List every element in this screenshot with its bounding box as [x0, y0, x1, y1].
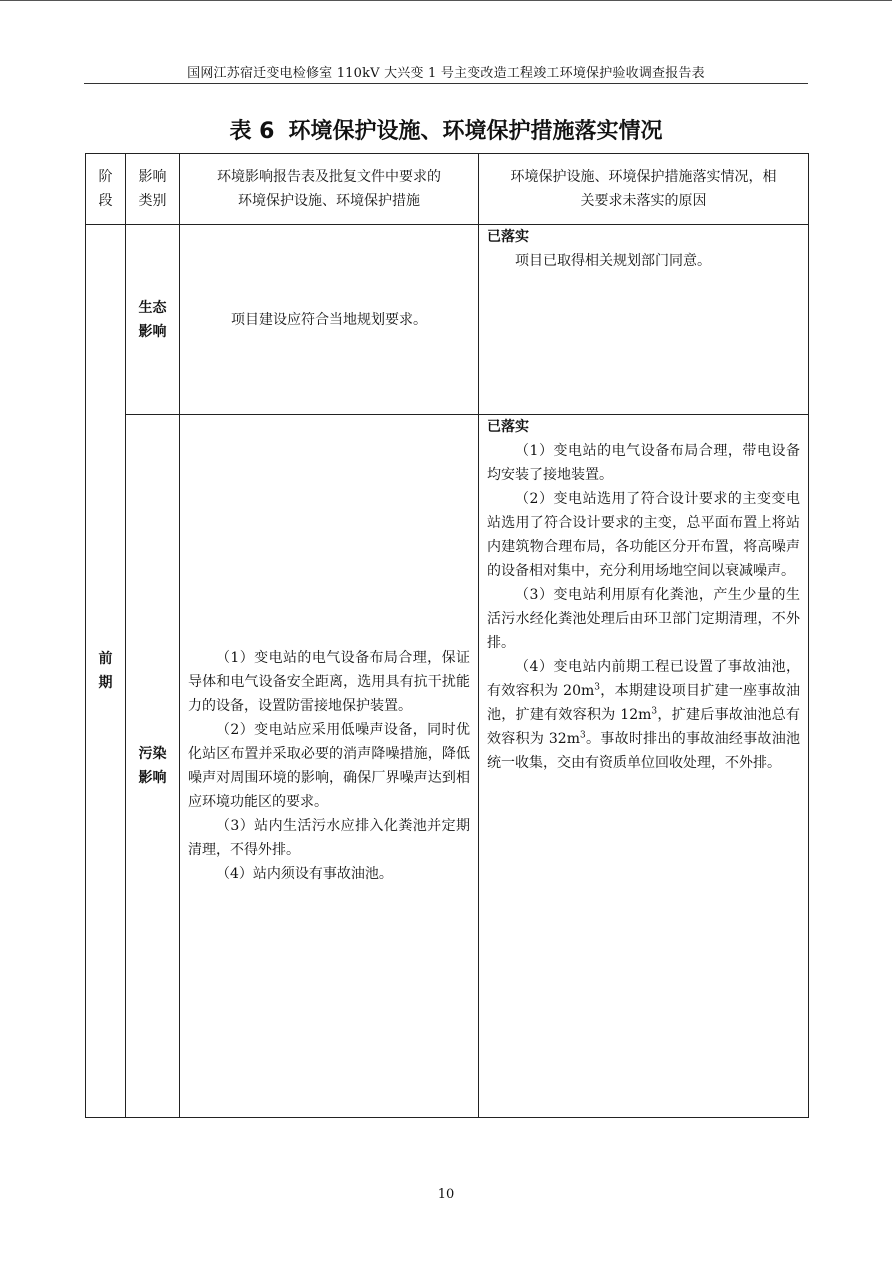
table-title-text: 环境保护设施、环境保护措施落实情况	[288, 119, 663, 144]
requirement-item: （1）变电站的电气设备布局合理，保证导体和电气设备安全距离，选用具有抗干扰能力的设备，设置防雷接地保护装置。	[188, 650, 470, 714]
table-row-ecology	[86, 225, 809, 415]
measures-table	[85, 153, 809, 1118]
category-ecology: 生态 影响	[126, 225, 180, 415]
header-category: 影响 类别	[126, 154, 180, 225]
requirement-ecology: 项目建设应符合当地规划要求。	[180, 225, 479, 415]
status-done: 已落实	[487, 419, 529, 435]
result-item: （3）变电站利用原有化粪池，产生少量的生活污水经化粪池处理后由环卫部门定期清理，不外排。	[487, 587, 800, 651]
category-pollution: 污染 影响	[126, 415, 180, 1118]
table-title	[84, 114, 808, 145]
stage-cell: 前 期	[86, 225, 126, 1118]
requirement-pollution	[180, 415, 479, 1118]
table-row-pollution	[86, 415, 809, 1118]
running-header: 国网江苏宿迁变电检修室 110kV 大兴变 1 号主变改造工程竣工环境保护验收调查报告表	[187, 66, 705, 81]
header-requirement: 环境影响报告表及批复文件中要求的 环境保护设施、环境保护措施	[180, 154, 479, 225]
requirement-item: （4）站内须设有事故油池。	[216, 866, 393, 882]
requirement-item: （3）站内生活污水应排入化粪池并定期清理，不得外排。	[188, 818, 470, 858]
page-top-rule	[0, 0, 892, 1]
result-item-oil-pool: （4）变电站内前期工程已设置了事故油池，有效容积为 $20m^3$，本期建设项目扩建一座事故油池，扩建有效容积为 $12m^3$，扩建后事故油池总有效容积为 $32m^3$。事故时排出的事故油经事故油池统一收集，交由有资质单位回收处理，不外排。	[487, 659, 801, 771]
header-implementation: 环境保护设施、环境保护措施落实情况，相 关要求未落实的原因	[479, 154, 809, 225]
table-title-label: 表 6	[229, 119, 275, 144]
result-item: （1）变电站的电气设备布局合理，带电设备均安装了接地装置。	[487, 443, 800, 483]
table-header-row	[86, 154, 809, 225]
result-ecology	[479, 225, 809, 415]
requirement-item: （2）变电站应采用低噪声设备，同时优化站区布置并采取必要的消声降噪措施，降低噪声对周围环境的影响，确保厂界噪声达到相应环境功能区的要求。	[188, 722, 470, 810]
result-pollution	[479, 415, 809, 1118]
result-item: （2）变电站选用了符合设计要求的主变变电站选用了符合设计要求的主变，总平面布置上将站内建筑物合理布局，各功能区分开布置，将高噪声的设备相对集中，充分利用场地空间以衰减噪声。	[487, 491, 800, 579]
page-number: 10	[437, 1187, 455, 1202]
status-done: 已落实	[487, 229, 529, 245]
header-stage: 阶 段	[86, 154, 126, 225]
header-rule	[84, 83, 808, 84]
result-item: 项目已取得相关规划部门同意。	[515, 253, 711, 269]
